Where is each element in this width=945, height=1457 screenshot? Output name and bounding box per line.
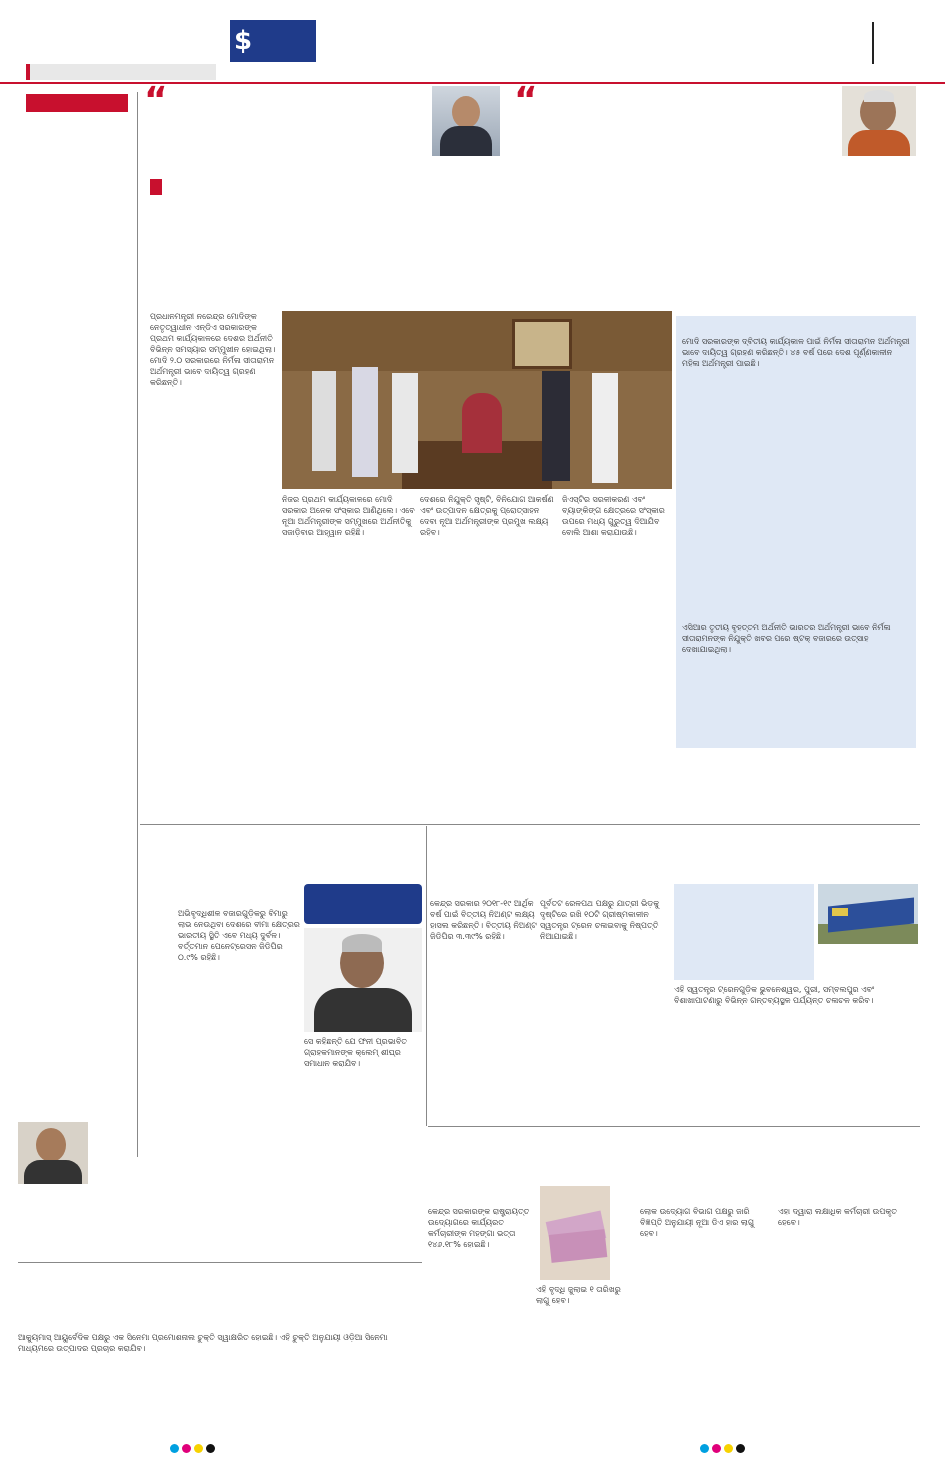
section-rule	[140, 824, 920, 825]
da-body-2: ଏହି ବୃଦ୍ଧି ଜୁଲାଇ ୧ ତାରିଖରୁ ଲାଗୁ ହେବ।	[536, 1285, 621, 1305]
brief-box-label	[26, 94, 128, 112]
da-body-4: ଏହା ଦ୍ୱାରା ଲକ୍ଷାଧିକ କର୍ମଚାରୀ ଉପକୃତ ହେବେ।	[778, 1207, 897, 1227]
date-bar	[26, 64, 216, 80]
photo-train	[818, 884, 918, 944]
dollar-icon: $	[234, 26, 253, 56]
quote-mark-icon: “	[514, 80, 538, 121]
section-divider	[872, 22, 874, 64]
lead-body-col-2: ନିଜର ପ୍ରଥମ କାର୍ଯ୍ୟକାଳରେ ମୋଦି ସରକାର ଅନେକ ସଂସ୍କାର ଆଣିଥିଲେ। ଏବେ ନୂଆ ଅର୍ଥମନ୍ତ୍ରୀଙ୍କ ସମ୍ମୁଖରେ ଅର୍ଥନୀତିକୁ ସଜାଡ଼ିବାର ଆହ୍ୱାନ ରହିଛି।	[282, 495, 415, 537]
photo-sitharaman-office	[282, 311, 672, 489]
da-body-3: ଲୋକ ଉଦ୍ୟୋଗ ବିଭାଗ ପକ୍ଷରୁ ଜାରି ବିଜ୍ଞପ୍ତି ଅନୁଯାୟୀ ନୂଆ ଡିଏ ହାର ଲାଗୁ ହେବ।	[640, 1207, 755, 1238]
insurance-box	[304, 884, 422, 924]
color-registration-marks	[170, 1438, 218, 1457]
insurance-body: ଅଭିବୃଦ୍ଧିଶୀଳ ବଜାରଗୁଡ଼ିକରୁ ବିମାରୁ ଲାଭ ନେଉଥିବା ଦେଶରେ ବୀମା କ୍ଷେତ୍ରର ଭାରତୀୟ ସ୍ଥିତି ଏବେ ମଧ୍ୟ ଦୁର୍ବଳ। ବର୍ତ୍ତମାନ ପେନେଟ୍ରେସନ ଜିଡିପିର ୦.୯% ରହିଛି।	[178, 909, 300, 962]
photo-sbi-general-md	[304, 928, 422, 1032]
lead-kicker	[150, 176, 550, 198]
quote-mark-icon: “	[144, 80, 168, 121]
photo-nirav-modi	[18, 1122, 88, 1184]
brief-body	[18, 136, 136, 481]
insurance-box-text	[304, 884, 422, 896]
section-rule	[18, 1262, 422, 1263]
train-bullets	[674, 884, 814, 980]
lead-body-col-3: ଦେଶରେ ନିଯୁକ୍ତି ସୃଷ୍ଟି, ବିନିଯୋଗ ଆକର୍ଷଣ ଏବଂ ଉତ୍ପାଦନ କ୍ଷେତ୍ରକୁ ପ୍ରୋତ୍ସାହନ ଦେବା ନୂଆ ଅର୍ଥମନ୍ତ୍ରୀଙ୍କ ପ୍ରମୁଖ ଲକ୍ଷ୍ୟ ରହିବ।	[420, 495, 554, 537]
brief-body	[18, 518, 136, 808]
masthead	[0, 0, 945, 84]
photo-anil-choudhary	[432, 86, 500, 156]
photo-currency	[540, 1186, 610, 1280]
sidebar-body: ମୋଦି ସରକାରଙ୍କ ଦ୍ବିତୀୟ କାର୍ଯ୍ୟକାଳ ପାଇଁ ନିର୍ମଳା ସୀତାରାମନ ଅର୍ଥମନ୍ତ୍ରୀ ଭାବେ ଦାୟିତ୍ୱ ଗ୍ରହଣ କରିଛନ୍ତି। ୪୫ ବର୍ଷ ପରେ ଦେଶ ପୂର୍ଣ୍ଣକାଳୀନ ମହିଳା ଅର୍ଥମନ୍ତ୍ରୀ ପାଇଛି।	[682, 337, 910, 368]
brief-body	[18, 844, 136, 1079]
quote-1	[140, 80, 430, 156]
masthead-rule	[0, 82, 945, 84]
section-rule	[428, 1126, 920, 1127]
da-body-1: କେନ୍ଦ୍ର ସରକାରଙ୍କ ରାଷ୍ଟ୍ରାୟତ୍ତ ଉଦ୍ୟୋଗରେ କାର୍ଯ୍ୟରତ କର୍ମଚାରୀଙ୍କ ମହଙ୍ଗା ଭତ୍ତା ୧୪୬.୧୮% ହୋଇଛି।	[428, 1207, 530, 1249]
train-body-2: ଏହି ସ୍ୱତନ୍ତ୍ର ଟ୍ରେନଗୁଡ଼ିକ ଭୁବନେଶ୍ୱର, ପୁରୀ, ସମ୍ବଲପୁର ଏବଂ ବିଶାଖାପାଟଣାରୁ ବିଭିନ୍ନ ଗନ୍ତବ୍ୟସ୍ଥଳ ପର୍ଯ୍ୟନ୍ତ ଚଳାଚଳ କରିବ।	[674, 985, 875, 1005]
brief-body	[18, 1186, 136, 1256]
color-registration-marks	[700, 1438, 748, 1457]
train-body: ପୂର୍ବତଟ ରେଳପଥ ପକ୍ଷରୁ ଯାତ୍ରୀ ଭିଡ଼କୁ ଦୃଷ୍ଟିରେ ରଖି ୧୦ଟି ଗ୍ରୀଷ୍ମକାଳୀନ ସ୍ୱତନ୍ତ୍ର ଟ୍ରେନ ଚଳାଇବାକୁ ନିଷ୍ପତ୍ତି ନିଆଯାଇଛି।	[540, 899, 660, 941]
photo-bibek-debroy	[842, 86, 916, 156]
dollar-box	[230, 20, 316, 62]
lead-body-col-4: ଜିଏସ୍‌ଟିର ସରଳୀକରଣ ଏବଂ ବ୍ୟାଙ୍କିଙ୍ଗ କ୍ଷେତ୍ରରେ ସଂସ୍କାର ଉପରେ ମଧ୍ୟ ଗୁରୁତ୍ୱ ଦିଆଯିବ ବୋଲି ଆଶା କରାଯାଉଛି।	[562, 495, 665, 537]
sidebar	[676, 316, 916, 748]
kicker-marker	[150, 179, 162, 195]
sidebar-body: ଏସିଆର ତୃତୀୟ ବୃହତ୍ତମ ଅର୍ଥନୀତି ଭାରତର ଅର୍ଥମନ୍ତ୍ରୀ ଭାବେ ନିର୍ମଳା ସୀତାରାମନଙ୍କ ନିଯୁକ୍ତି ଖବର ପରେ ଷ୍ଟକ୍ ବଜାରରେ ଉତ୍ସାହ ଦେଖାଯାଇଥିଲା।	[682, 623, 891, 654]
left-column	[18, 92, 136, 1432]
insurance-body-2: ସେ କହିଛନ୍ତି ଯେ ଫନୀ ପ୍ରଭାବିତ ଗ୍ରାହକମାନଙ୍କ କ୍ଲେମ୍ ଶୀଘ୍ର ସମାଧାନ କରାଯିବ।	[304, 1037, 407, 1068]
ayur-body: ଆକ୍ୟୁମାସ୍ ଆୟୁର୍ବେଦିକ ପକ୍ଷରୁ ଏକ ସିନେମା ପ୍ରମୋଶନାଲ ଚୁକ୍ତି ସ୍ୱାକ୍ଷରିତ ହୋଇଛି। ଏହି ଚୁକ୍ତି ଅନୁଯାୟୀ ଓଡ଼ିଆ ସିନେମା ମାଧ୍ୟମରେ ଉତ୍ପାଦର ପ୍ରଚାର କରାଯିବ।	[18, 1333, 388, 1353]
quote-2	[510, 80, 840, 156]
column-rule	[137, 92, 138, 1157]
column-rule	[426, 826, 427, 1126]
deficit-body: କେନ୍ଦ୍ର ସରକାର ୨୦୧୮-୧୯ ଆର୍ଥିକ ବର୍ଷ ପାଇଁ ବିତ୍ତୀୟ ନିଅଣ୍ଟ ଲକ୍ଷ୍ୟ ହାସଲ କରିଛନ୍ତି। ବିତ୍ତୀୟ ନିଅଣ୍ଟ ଜିଡିପିର ୩.୩୯% ରହିଛି।	[430, 899, 537, 941]
lead-body-col-1: ପ୍ରଧାନମନ୍ତ୍ରୀ ନରେନ୍ଦ୍ର ମୋଦିଙ୍କ ନେତୃତ୍ୱାଧୀନ ଏନ୍‌ଡିଏ ସରକାରଙ୍କ ପ୍ରଥମ କାର୍ଯ୍ୟକାଳରେ ଦେଶର ଅର୍ଥନୀତି ବିଭିନ୍ନ ସମସ୍ୟାର ସମ୍ମୁଖୀନ ହୋଇଥିଲା। ମୋଦି ୨.୦ ସରକାରରେ ନିର୍ମଳା ସୀତାରାମନ ଅର୍ଥମନ୍ତ୍ରୀ ଭାବେ ଦାୟିତ୍ୱ ଗ୍ରହଣ କରିଛନ୍ତି।	[150, 312, 276, 387]
